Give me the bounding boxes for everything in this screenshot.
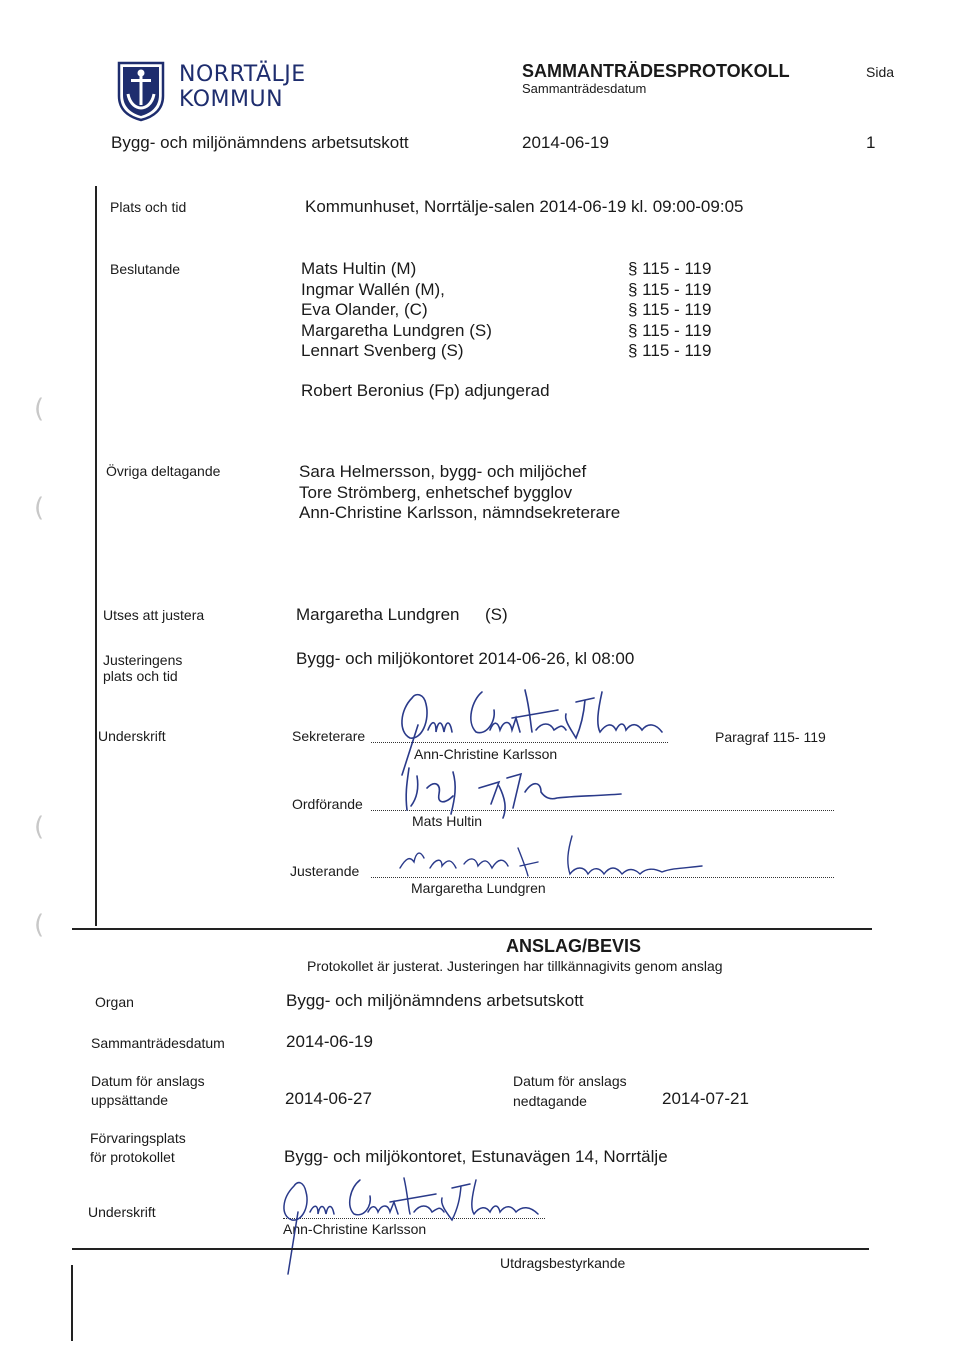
punch-hole-mark: ( — [34, 394, 45, 424]
page-label: Sida — [866, 64, 895, 80]
justerande-handwritten-signature — [390, 828, 720, 898]
justeringens-value: Bygg- och miljökontoret 2014-06-26, kl 08:00 — [296, 649, 635, 668]
adjunct-member: Robert Beronius (Fp) adjungerad — [301, 381, 550, 400]
beslutande-label: Beslutande — [110, 261, 181, 277]
anslag-bottom-rule — [72, 1248, 869, 1250]
forvaringsplats-value: Bygg- och miljökontoret, Estunavägen 14, Norrtälje — [284, 1147, 668, 1166]
beslutande-paragraphs — [628, 259, 712, 362]
beslutande-names — [301, 259, 492, 362]
justerande-name: Margaretha Lundgren — [411, 880, 546, 896]
member-name: Mats Hultin (M) — [301, 259, 417, 278]
member-name: Ingmar Wallén (M), — [301, 279, 445, 299]
member-paragraphs: § 115 - 119 — [628, 279, 712, 299]
ovriga-list — [299, 462, 620, 524]
anslag-title: ANSLAG/BEVIS — [506, 936, 642, 956]
anslag-signer-name: Ann-Christine Karlsson — [283, 1221, 427, 1237]
anslag-top-rule — [72, 928, 872, 930]
plats-value: Kommunhuset, Norrtälje-salen 2014-06-19 kl. 09:00-09:05 — [305, 197, 744, 216]
document-subtitle: Sammanträdesdatum — [522, 81, 647, 96]
ordforande-name: Mats Hultin — [412, 813, 483, 829]
forvaringsplats-label-2: för protokollet — [90, 1149, 175, 1165]
org-name-line2: KOMMUN — [179, 87, 284, 112]
meeting-date: 2014-06-19 — [522, 133, 609, 152]
org-name-line1: NORRTÄLJE — [179, 62, 306, 87]
nedtagande-label-1: Datum för anslags — [513, 1073, 627, 1089]
forvaringsplats-label-1: Förvaringsplats — [90, 1130, 186, 1146]
utses-value: Margaretha Lundgren — [296, 605, 460, 624]
nedtagande-label-2: nedtagande — [513, 1093, 587, 1109]
member-name: Eva Olander, (C) — [301, 300, 428, 319]
anslag-underskrift-label: Underskrift — [88, 1204, 156, 1220]
justeringens-label-2: plats och tid — [103, 668, 178, 684]
page-number: 1 — [866, 133, 876, 152]
utses-party: (S) — [485, 605, 508, 624]
member-paragraphs: § 115 - 119 — [628, 341, 712, 360]
sammantradesdatum-value: 2014-06-19 — [286, 1032, 373, 1051]
justeringens-label-1: Justeringens — [103, 652, 183, 668]
committee-name: Bygg- och miljönämndens arbetsutskott — [111, 133, 409, 152]
ovriga-label: Övriga deltagande — [106, 463, 221, 479]
nedtagande-value: 2014-07-21 — [662, 1089, 749, 1108]
anslag-subtitle: Protokollet är justerat. Justeringen har tillkännagivits genom anslag — [307, 958, 723, 974]
left-margin-rule-lower — [71, 1265, 73, 1341]
utdragsbestyrkande-label: Utdragsbestyrkande — [500, 1255, 626, 1271]
left-margin-rule — [95, 186, 97, 926]
participant: Sara Helmersson, bygg- och miljöchef — [299, 462, 587, 481]
organ-value: Bygg- och miljönämndens arbetsutskott — [286, 991, 584, 1010]
member-name: Margaretha Lundgren (S) — [301, 320, 492, 340]
sammantradesdatum-label: Sammanträdesdatum — [91, 1035, 225, 1051]
member-paragraphs: § 115 - 119 — [628, 320, 712, 340]
sekreterare-label: Sekreterare — [292, 728, 366, 744]
participant: Tore Strömberg, enhetschef bygglov — [299, 482, 573, 502]
document-title: SAMMANTRÄDESPROTOKOLL — [522, 61, 790, 81]
ordforande-handwritten-signature — [395, 758, 635, 828]
punch-hole-mark: ( — [34, 493, 45, 523]
sekreterare-name: Ann-Christine Karlsson — [414, 746, 558, 762]
plats-label: Plats och tid — [110, 199, 187, 215]
organ-label: Organ — [95, 994, 134, 1010]
justerande-label: Justerande — [290, 863, 360, 879]
uppsattande-label-1: Datum för anslags — [91, 1073, 205, 1089]
punch-hole-mark: ( — [34, 910, 45, 940]
utses-label: Utses att justera — [103, 607, 205, 623]
municipality-coat-of-arms-logo — [115, 60, 167, 122]
member-paragraphs: § 115 - 119 — [628, 259, 712, 278]
member-paragraphs: § 115 - 119 — [628, 300, 712, 319]
paragraf-range: Paragraf 115- 119 — [715, 729, 826, 745]
uppsattande-value: 2014-06-27 — [285, 1089, 372, 1108]
ordforande-label: Ordförande — [292, 796, 363, 812]
punch-hole-mark: ( — [34, 812, 45, 842]
member-name: Lennart Svenberg (S) — [301, 341, 464, 360]
underskrift-label: Underskrift — [98, 728, 166, 744]
uppsattande-label-2: uppsättande — [91, 1092, 169, 1108]
participant: Ann-Christine Karlsson, nämndsekreterare — [299, 503, 621, 522]
